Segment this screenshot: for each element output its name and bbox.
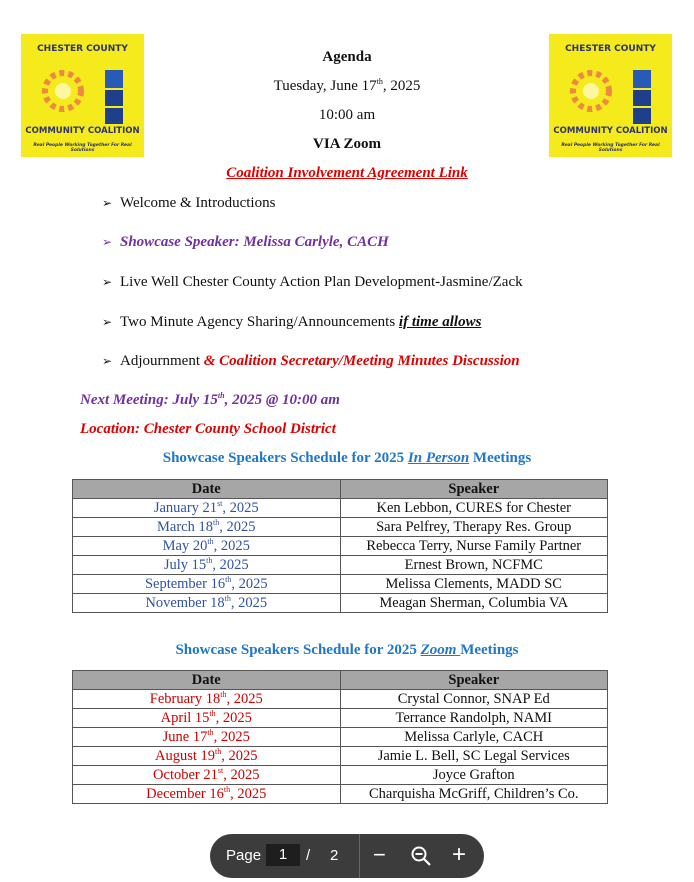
date-text: June 17 [162, 728, 208, 745]
date-cell [73, 518, 341, 537]
speaker-cell: Melissa Carlyle, CACH [340, 728, 608, 747]
date-year: , 2025 [230, 785, 267, 802]
agenda-emphasis: & Coalition Secretary/Meeting Minutes Discussion [203, 353, 520, 369]
title-text: Meetings [469, 450, 532, 466]
next-meeting-rest: , 2025 @ 10:00 am [224, 392, 340, 408]
date-year: , 2025 [221, 747, 258, 764]
date-cell [73, 556, 341, 575]
table-row [73, 556, 608, 575]
date-year: , 2025 [230, 594, 268, 611]
date-sup: th [217, 391, 225, 400]
pdf-toolbar [210, 834, 484, 878]
title-emphasis: Zoom [420, 642, 461, 658]
date-cell [73, 499, 341, 518]
in-person-schedule-table [72, 479, 608, 613]
date-cell [73, 690, 341, 709]
title-text: Showcase Speakers Schedule for 2025 [162, 450, 408, 466]
date-cell [73, 709, 341, 728]
zoom-schedule-title [0, 642, 694, 659]
table-header-row [73, 671, 608, 690]
table-row [73, 709, 608, 728]
date-sup: st [217, 765, 224, 775]
date-text: February 18 [149, 690, 221, 707]
in-person-schedule-title [0, 450, 694, 467]
agenda-text: Live Well Chester County Action Plan Development-Jasmine/Zack [120, 274, 523, 290]
date-text: January 21 [153, 499, 218, 516]
date-cell [73, 766, 341, 785]
date-cell [73, 575, 341, 594]
table-row [73, 690, 608, 709]
agreement-link[interactable]: Coalition Involvement Agreement Link [226, 165, 468, 181]
date-sup: st [217, 498, 223, 508]
table-row [73, 575, 608, 594]
zoom-out-button[interactable]: − [373, 842, 386, 867]
agenda-item [102, 353, 520, 370]
logo-text: COMMUNITY COALITION [25, 126, 140, 136]
date-year: , 2025 [382, 78, 421, 94]
speaker-cell: Sara Pelfrey, Therapy Res. Group [340, 518, 608, 537]
date-year: , 2025 [215, 709, 252, 726]
magnifier-minus-icon [410, 845, 432, 867]
date-cell [73, 594, 341, 613]
table-row [73, 594, 608, 613]
date-text: May 20 [162, 537, 208, 554]
date-text: September 16 [144, 575, 226, 592]
date-year: , 2025 [212, 556, 249, 573]
date-sup: th [212, 517, 220, 527]
table-row [73, 499, 608, 518]
page-number-input[interactable]: 1 [266, 844, 300, 866]
date-year: , 2025 [213, 537, 250, 554]
date-sup: th [207, 536, 214, 546]
agenda-text: Adjournment [120, 353, 204, 369]
date-sup: th [223, 784, 231, 794]
agenda-item [102, 234, 389, 251]
date-text: August 19 [154, 747, 216, 764]
speaker-cell: Ernest Brown, NCFMC [340, 556, 608, 575]
table-row [73, 747, 608, 766]
page-label: Page [226, 847, 262, 864]
date-year: , 2025 [226, 690, 263, 707]
table-row [73, 537, 608, 556]
agenda-emphasis: if time allows [398, 314, 482, 330]
arrow-bullet-icon: ➢ [102, 315, 113, 329]
speaker-cell: Ken Lebbon, CURES for Chester [340, 499, 608, 518]
table-header-row [73, 480, 608, 499]
date-cell [73, 785, 341, 804]
date-text: October 21 [153, 766, 218, 783]
date-text: March 18 [157, 518, 213, 535]
date-year: , 2025 [231, 575, 268, 592]
agenda-item [102, 314, 481, 331]
zoom-in-button[interactable]: + [452, 841, 467, 868]
date-text: Tuesday, June 17 [273, 78, 377, 94]
speaker-cell: Charquisha McGriff, Children’s Co. [340, 785, 608, 804]
speaker-cell: Jamie L. Bell, SC Legal Services [340, 747, 608, 766]
date-sup: th [209, 708, 216, 718]
date-year: , 2025 [213, 728, 250, 745]
logo-text: CHESTER COUNTY [37, 44, 128, 54]
meeting-location: VIA Zoom [313, 136, 381, 152]
logo-tagline: Real People Working Together For Real Solutions [561, 143, 660, 153]
column-header-date: Date [73, 671, 341, 690]
date-sup: th [224, 593, 231, 603]
title-text: Meetings [460, 642, 519, 658]
date-year: , 2025 [222, 499, 259, 516]
speaker-cell: Terrance Randolph, NAMI [340, 709, 608, 728]
date-cell [73, 747, 341, 766]
agenda-item [102, 274, 523, 291]
arrow-bullet-icon: ➢ [102, 275, 113, 289]
speaker-cell: Melissa Clements, MADD SC [340, 575, 608, 594]
date-text: December 16 [146, 785, 224, 802]
logo-text: COMMUNITY COALITION [553, 126, 668, 136]
date-sup: th [376, 77, 383, 86]
next-meeting [80, 392, 340, 409]
arrow-bullet-icon: ➢ [102, 354, 113, 368]
meeting-date [0, 78, 694, 95]
logo-text: CHESTER COUNTY [565, 44, 656, 54]
column-header-date: Date [73, 480, 341, 499]
date-year: , 2025 [219, 518, 256, 535]
column-header-speaker: Speaker [340, 480, 608, 499]
date-sup: th [220, 689, 227, 699]
logo-tagline: Real People Working Together For Real Solutions [33, 143, 132, 153]
table-row [73, 728, 608, 747]
arrow-bullet-icon: ➢ [102, 196, 113, 210]
agenda-text: Two Minute Agency Sharing/Announcements [120, 314, 399, 330]
next-meeting-text: Next Meeting: July 15 [80, 392, 218, 408]
date-text: April 15 [160, 709, 210, 726]
speaker-cell: Meagan Sherman, Columbia VA [340, 594, 608, 613]
date-sup: th [206, 555, 213, 565]
arrow-bullet-icon: ➢ [102, 235, 113, 249]
speaker-cell: Crystal Connor, SNAP Ed [340, 690, 608, 709]
date-sup: th [225, 574, 232, 584]
title-text: Showcase Speakers Schedule for 2025 [175, 642, 421, 658]
speaker-cell: Rebecca Terry, Nurse Family Partner [340, 537, 608, 556]
table-row [73, 785, 608, 804]
agenda-text: Welcome & Introductions [120, 195, 276, 211]
date-cell [73, 728, 341, 747]
total-pages: 2 [330, 847, 339, 864]
date-text: July 15 [163, 556, 207, 573]
date-cell [73, 537, 341, 556]
title-emphasis: In Person [407, 450, 470, 466]
table-row [73, 518, 608, 537]
date-sup: th [207, 727, 214, 737]
agenda-item [102, 195, 275, 212]
toolbar-divider [359, 834, 360, 878]
date-year: , 2025 [223, 766, 260, 783]
column-header-speaker: Speaker [340, 671, 608, 690]
meeting-location-detail: Location: Chester County School District [80, 421, 336, 437]
meeting-time: 10:00 am [318, 107, 376, 123]
date-text: November 18 [145, 594, 225, 611]
table-row [73, 766, 608, 785]
agenda-text: Showcase Speaker: Melissa Carlyle, CACH [120, 234, 389, 250]
date-sup: th [215, 746, 222, 756]
page-separator: / [306, 847, 311, 864]
zoom-reset-button[interactable] [410, 845, 432, 871]
zoom-schedule-table [72, 670, 608, 804]
agenda-title: Agenda [322, 49, 372, 65]
speaker-cell: Joyce Grafton [340, 766, 608, 785]
